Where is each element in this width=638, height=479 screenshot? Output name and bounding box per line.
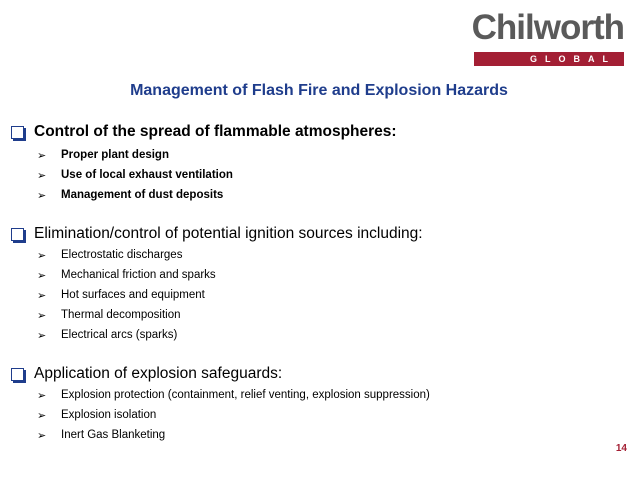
arrow-bullet-icon: ➢ — [37, 169, 47, 182]
section-heading-text: Control of the spread of flammable atmospheres: — [34, 123, 397, 140]
arrow-bullet-icon: ➢ — [37, 249, 47, 262]
section-heading — [11, 223, 423, 245]
arrow-bullet-icon: ➢ — [37, 329, 47, 342]
list-item — [11, 285, 423, 305]
section-heading — [11, 121, 397, 143]
list-item-text: Electrical arcs (sparks) — [61, 329, 178, 341]
logo-wordmark: Chilworth — [471, 8, 624, 47]
section-explosion-safeguards — [11, 363, 430, 445]
arrow-bullet-icon: ➢ — [37, 189, 47, 202]
bullet-list — [11, 245, 423, 345]
list-item — [11, 325, 423, 345]
arrow-bullet-icon: ➢ — [37, 429, 47, 442]
list-item — [11, 145, 397, 165]
slide-title: Management of Flash Fire and Explosion Hazards — [130, 82, 508, 99]
list-item — [11, 425, 430, 445]
arrow-bullet-icon: ➢ — [37, 389, 47, 402]
section-spread-control — [11, 121, 397, 205]
list-item-text: Hot surfaces and equipment — [61, 289, 205, 301]
list-item — [11, 165, 397, 185]
list-item — [11, 265, 423, 285]
page-number: 14 — [615, 443, 627, 454]
logo-tagline-bar — [474, 52, 624, 66]
list-item-text: Mechanical friction and sparks — [61, 269, 216, 281]
list-item-text: Management of dust deposits — [61, 189, 224, 201]
arrow-bullet-icon: ➢ — [37, 309, 47, 322]
list-item-text: Use of local exhaust ventilation — [61, 169, 233, 181]
list-item — [11, 405, 430, 425]
list-item-text: Proper plant design — [61, 149, 169, 161]
checkbox-bullet-icon — [11, 126, 24, 139]
section-heading-text: Application of explosion safeguards: — [34, 365, 283, 382]
company-logo — [471, 8, 624, 68]
checkbox-bullet-icon — [11, 228, 24, 241]
arrow-bullet-icon: ➢ — [37, 409, 47, 422]
list-item-text: Thermal decomposition — [61, 309, 181, 321]
arrow-bullet-icon: ➢ — [37, 149, 47, 162]
arrow-bullet-icon: ➢ — [37, 269, 47, 282]
list-item — [11, 245, 423, 265]
logo-tagline: GLOBAL — [530, 54, 616, 64]
section-ignition-sources — [11, 223, 423, 345]
list-item-text: Inert Gas Blanketing — [61, 429, 166, 441]
list-item-text: Electrostatic discharges — [61, 249, 183, 261]
list-item — [11, 185, 397, 205]
bullet-list — [11, 145, 397, 205]
checkbox-bullet-icon — [11, 368, 24, 381]
list-item-text: Explosion protection (containment, relief venting, explosion suppression) — [61, 389, 430, 401]
list-item — [11, 305, 423, 325]
list-item-text: Explosion isolation — [61, 409, 157, 421]
section-heading-text: Elimination/control of potential ignition sources including: — [34, 225, 423, 242]
bullet-list — [11, 385, 430, 445]
arrow-bullet-icon: ➢ — [37, 289, 47, 302]
section-heading — [11, 363, 430, 385]
list-item — [11, 385, 430, 405]
